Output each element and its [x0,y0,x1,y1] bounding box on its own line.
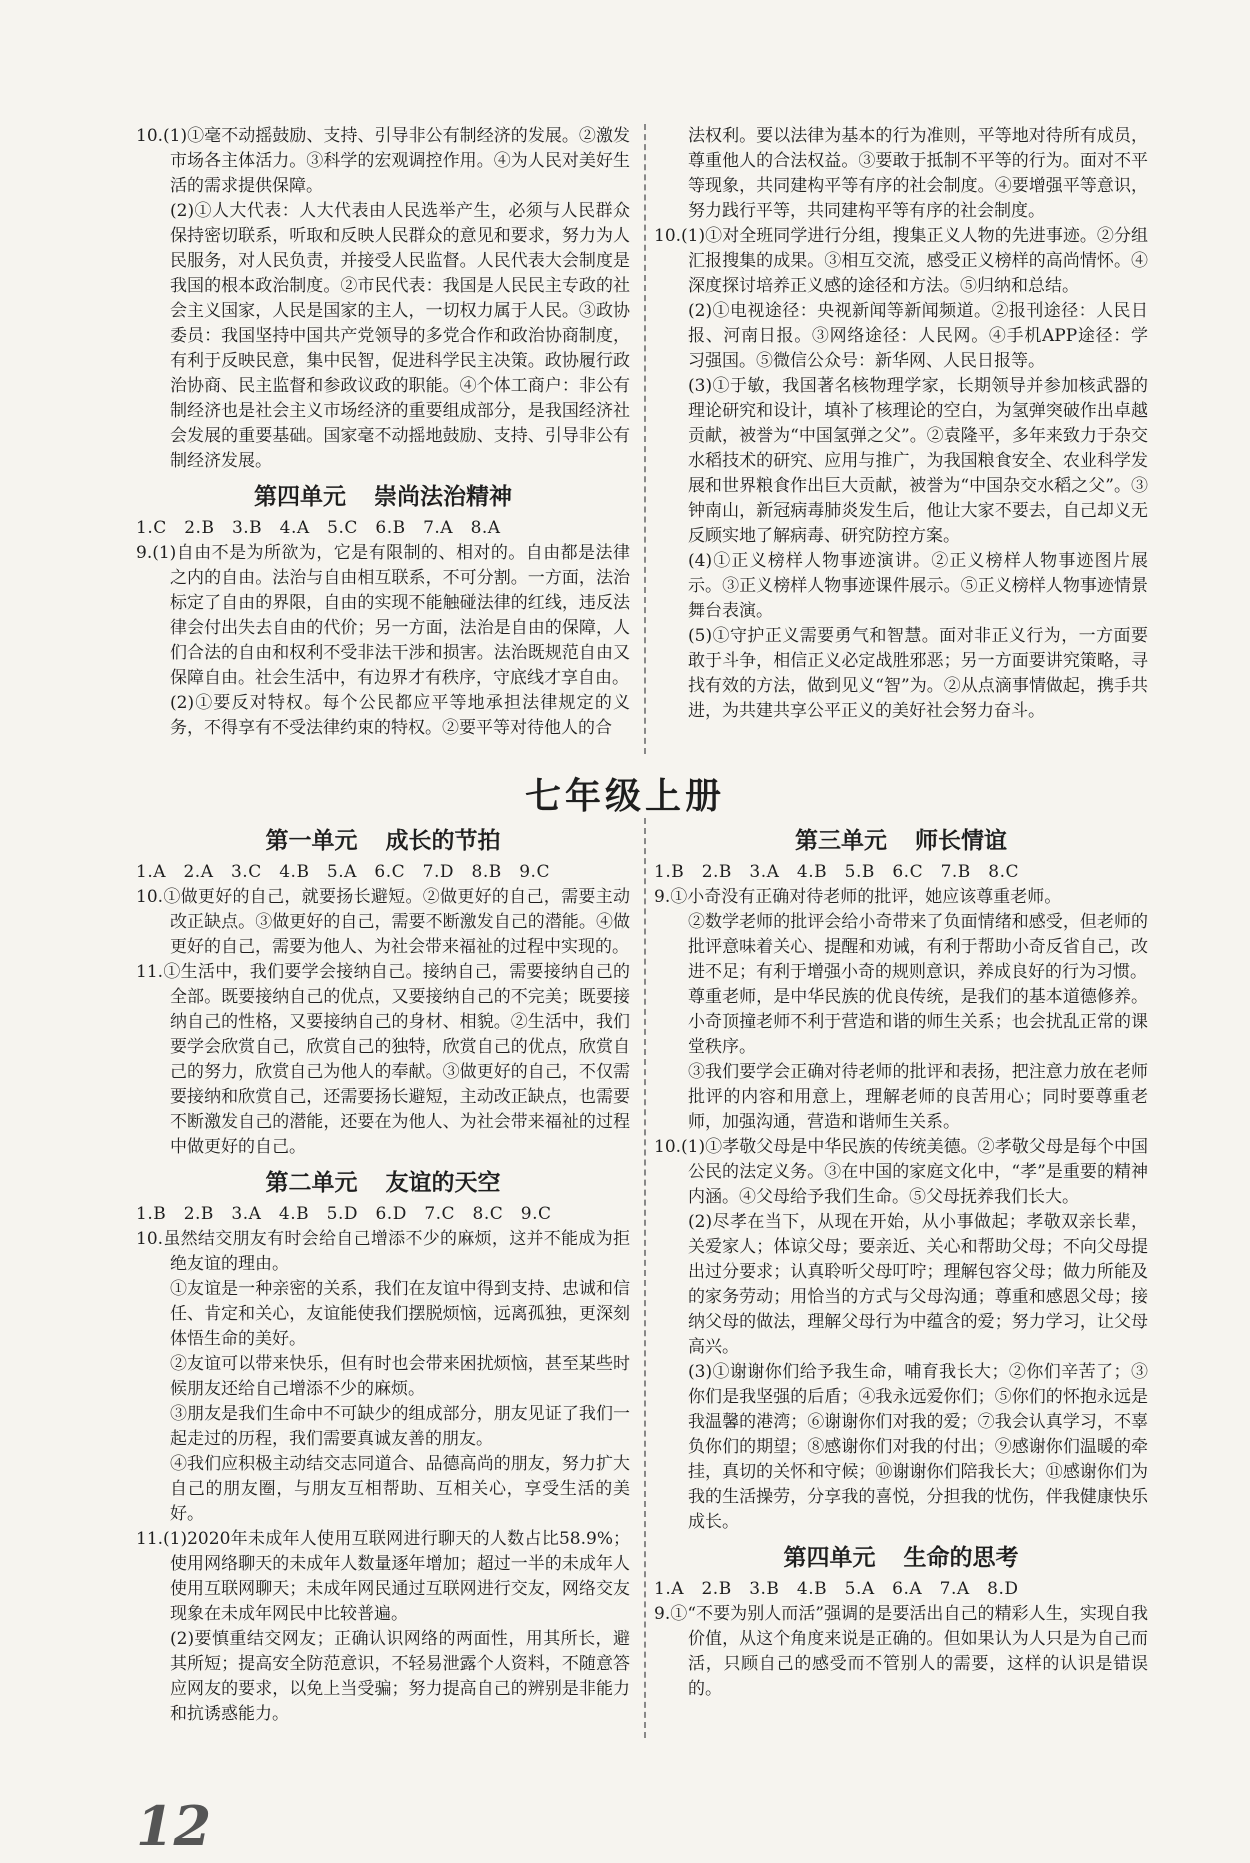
answer-paragraph: 10.(1)①孝敬父母是中华民族的传统美德。②孝敬父母是每个中国公民的法定义务。③在中国的家庭文化中，“孝”是重要的精神内涵。④父母给予我们生命。⑤父母抚养我们长大。 [654,1137,1148,1207]
upper-right-column [654,124,1148,724]
unit-heading-2 [136,1166,630,1200]
unit-answers [136,885,630,1160]
answer-paragraph: 10.虽然结交朋友有时会给自己增添不少的麻烦，这并不能成为拒绝友谊的理由。 [136,1229,630,1274]
answer-paragraph: ②数学老师的批评会给小奇带来了负面情绪和感受，但老师的批评意味着关心、提醒和劝诫，有利于帮助小奇反省自己，改进不足；有利于增强小奇的规则意识，养成良好的行为习惯。 [688,912,1148,982]
unit-heading-3 [654,824,1148,858]
column-divider [644,124,646,754]
mcq-answers: 1.A 2.B 3.B 4.B 5.A 6.A 7.A 8.D [654,1579,1019,1599]
answer-paragraph: 9.(1)自由不是为所欲为，它是有限制的、相对的。自由都是法律之内的自由。法治与自由相互联系，不可分割。一方面，法治标定了自由的界限，自由的实现不能触碰法律的红线，违反法律会付出失去自由的代价；另一方面，法治是自由的保障，人们合法的自由和权利不受非法干涉和损害。法治既规范自由又保障自由。社会生活中，有边界才有秩序，守底线才享自由。 [136,543,630,688]
continued-answers [136,124,630,474]
answer-paragraph: 10.(1)①毫不动摇鼓励、支持、引导非公有制经济的发展。②激发市场各主体活力。③科学的宏观调控作用。④为人民对美好生活的需求提供保障。 [136,126,630,196]
mcq-answers: 1.A 2.A 3.C 4.B 5.A 6.C 7.D 8.B 9.C [136,862,550,882]
unit-answers [136,1227,630,1727]
unit-answers [136,541,630,741]
answer-paragraph: ②友谊可以带来快乐，但有时也会带来困扰烦恼，甚至某些时候朋友还给自己增添不少的麻烦。 [170,1354,630,1399]
continued-answers [654,124,1148,724]
answer-paragraph: ③朋友是我们生命中不可缺少的组成部分，朋友见证了我们一起走过的历程，我们需要真诚友善的朋友。 [170,1404,630,1449]
unit-title: 友谊的天空 [385,1170,501,1196]
page-number: 12 [136,1794,212,1858]
unit-answers [654,1602,1148,1702]
answer-paragraph: ①友谊是一种亲密的关系，我们在友谊中得到支持、忠诚和信任、肯定和关心，友谊能使我们摆脱烦恼，远离孤独，更深刻体悟生命的美好。 [170,1279,630,1349]
answer-paragraph: 尊重老师，是中华民族的优良传统，是我们的基本道德修养。小奇顶撞老师不利于营造和谐的师生关系；也会扰乱正常的课堂秩序。 [688,987,1148,1057]
unit-heading-1 [136,824,630,858]
unit-number: 第一单元 [265,828,358,854]
answer-paragraph: 10.(1)①对全班同学进行分组，搜集正义人物的先进事迹。②分组汇报搜集的成果。③相互交流，感受正义榜样的高尚情怀。④深度探讨培养正义感的途径和方法。⑤归纳和总结。 [654,226,1148,296]
answer-paragraph: (3)①谢谢你们给予我生命，哺育我长大；②你们辛苦了；③你们是我坚强的后盾；④我永远爱你们；⑤你们的怀抱永远是我温馨的港湾；⑥谢谢你们对我的爱；⑦我会认真学习，不辜负你们的期望；⑧感谢你们对我的付出；⑨感谢你们温暖的牵挂，真切的关怀和守候；⑩谢谢你们陪我长大；⑪感谢你们为我的生活操劳，分享我的喜悦，分担我的忧伤，伴我健康快乐成长。 [688,1362,1148,1532]
answer-paragraph: (2)尽孝在当下，从现在开始，从小事做起；孝敬双亲长辈，关爱家人；体谅父母；要亲近、关心和帮助父母；不向父母提出过分要求；认真聆听父母叮咛；理解包容父母；做力所能及的家务劳动；用恰当的方式与父母沟通；尊重和感恩父母；接纳父母的做法，理解父母行为中蕴含的爱；努力学习，让父母高兴。 [688,1212,1148,1357]
answer-paragraph: (4)①正义榜样人物事迹演讲。②正义榜样人物事迹图片展示。③正义榜样人物事迹课件展示。⑤正义榜样人物事迹情景舞台表演。 [688,551,1148,621]
lower-left-column [136,818,630,1727]
mcq-answers: 1.B 2.B 3.A 4.B 5.B 6.C 7.B 8.C [654,862,1020,882]
answer-paragraph: ③我们要学会正确对待老师的批评和表扬，把注意力放在老师批评的内容和用意上，理解老师的良苦用心；同时要尊重老师，加强沟通，营造和谐师生关系。 [688,1062,1148,1132]
unit-answers [654,885,1148,1535]
answer-paragraph: 10.①做更好的自己，就要扬长避短。②做更好的自己，需要主动改正缺点。③做更好的自己，需要不断激发自己的潜能。④做更好的自己，需要为他人、为社会带来福祉的过程中实现的。 [136,887,630,957]
answer-paragraph: 11.(1)2020年未成年人使用互联网进行聊天的人数占比58.9%；使用网络聊天的未成年人数量逐年增加；超过一半的未成年人使用互联网聊天；未成年网民通过互联网进行交友，网络交友现象在未成年网民中比较普遍。 [136,1529,630,1624]
answer-paragraph: 法权利。要以法律为基本的行为准则，平等地对待所有成员，尊重他人的合法权益。③要敢于抵制不平等的行为。面对不平等现象，共同建构平等有序的社会制度。④要增强平等意识，努力践行平等，共同建构平等有序的社会制度。 [688,126,1148,221]
answer-paragraph: (2)①人大代表：人大代表由人民选举产生，必须与人民群众保持密切联系，听取和反映人民群众的意见和要求，努力为人民服务，对人民负责，并接受人民监督。人民代表大会制度是我国的根本政治制度。②市民代表：我国是人民民主专政的社会主义国家，人民是国家的主人，一切权力属于人民。③政协委员：我国坚持中国共产党领导的多党合作和政治协商制度，有利于反映民意，集中民智，促进科学民主决策。政协履行政治协商、民主监督和参政议政的职能。④个体工商户：非公有制经济也是社会主义市场经济的重要组成部分，是我国经济社会发展的重要基础。国家毫不动摇地鼓励、支持、引导非公有制经济发展。 [170,201,630,471]
answer-paragraph: ④我们应积极主动结交志同道合、品德高尚的朋友，努力扩大自己的朋友圈，与朋友互相帮助、互相关心，享受生活的美好。 [170,1454,630,1524]
unit-number: 第二单元 [265,1170,358,1196]
mcq-answers: 1.B 2.B 3.A 4.B 5.D 6.D 7.C 8.C 9.C [136,1204,552,1224]
unit-heading-law [136,480,630,514]
unit-title: 师长情谊 [915,828,1007,854]
unit-title: 崇尚法治精神 [374,484,512,510]
lower-right-column [654,818,1148,1702]
answer-paragraph: (5)①守护正义需要勇气和智慧。面对非正义行为，一方面要敢于斗争，相信正义必定战胜邪恶；另一方面要讲究策略，寻找有效的方法，做到见义“智”为。②从点滴事情做起，携手共进，为共建共享公平正义的美好社会努力奋斗。 [688,626,1148,721]
upper-left-column [136,124,630,741]
unit-title: 成长的节拍 [385,828,501,854]
unit-title: 生命的思考 [903,1545,1019,1571]
answer-paragraph: 9.①“不要为别人而活”强调的是要活出自己的精彩人生，实现自我价值，从这个角度来说是正确的。但如果认为人只是为自己而活，只顾自己的感受而不管别人的需要，这样的认识是错误的。 [654,1604,1148,1699]
unit-number: 第四单元 [254,484,346,510]
answer-paragraph: 11.①生活中，我们要学会接纳自己。接纳自己，需要接纳自己的全部。既要接纳自己的优点，又要接纳自己的不完美；既要接纳自己的性格，又要接纳自己的身材、相貌。②生活中，我们要学会欣赏自己，欣赏自己的独特，欣赏自己的优点，欣赏自己的努力，欣赏自己为他人的奉献。③做更好的自己，不仅需要接纳和欣赏自己，还需要扬长避短，主动改正缺点，也需要不断激发自己的潜能，还要在为他人、为社会带来福祉的过程中做更好的自己。 [136,962,630,1157]
unit-number: 第三单元 [795,828,887,854]
answer-paragraph: (2)①电视途径：央视新闻等新闻频道。②报刊途径：人民日报、河南日报。③网络途径：人民网。④手机APP途径：学习强国。⑤微信公众号：新华网、人民日报等。 [688,301,1148,371]
answer-paragraph: (2)要慎重结交网友；正确认识网络的两面性，用其所长，避其所短；提高安全防范意识，不轻易泄露个人资料，不随意答应网友的要求，以免上当受骗；努力提高自己的辨别是非能力和抗诱惑能力。 [170,1629,630,1724]
answer-paragraph: (2)①要反对特权。每个公民都应平等地承担法律规定的义务，不得享有不受法律约束的特权。②要平等对待他人的合 [170,693,630,738]
column-divider [644,818,646,1738]
answer-paragraph: 9.①小奇没有正确对待老师的批评，她应该尊重老师。 [654,887,1062,907]
book-section-title: 七年级上册 [524,776,725,817]
unit-number: 第四单元 [783,1545,876,1571]
mcq-answers: 1.C 2.B 3.B 4.A 5.C 6.B 7.A 8.A [136,518,501,538]
unit-heading-4 [654,1541,1148,1575]
answer-paragraph: (3)①于敏，我国著名核物理学家，长期领导并参加核武器的理论研究和设计，填补了核理论的空白，为氢弹突破作出卓越贡献，被誉为“中国氢弹之父”。②袁隆平，多年来致力于杂交水稻技术的研究、应用与推广，为我国粮食安全、农业科学发展和世界粮食作出巨大贡献，被誉为“中国杂交水稻之父”。③钟南山，新冠病毒肺炎发生后，他让大家不要去，自己却义无反顾实地了解病毒、研究防控方案。 [688,376,1148,546]
